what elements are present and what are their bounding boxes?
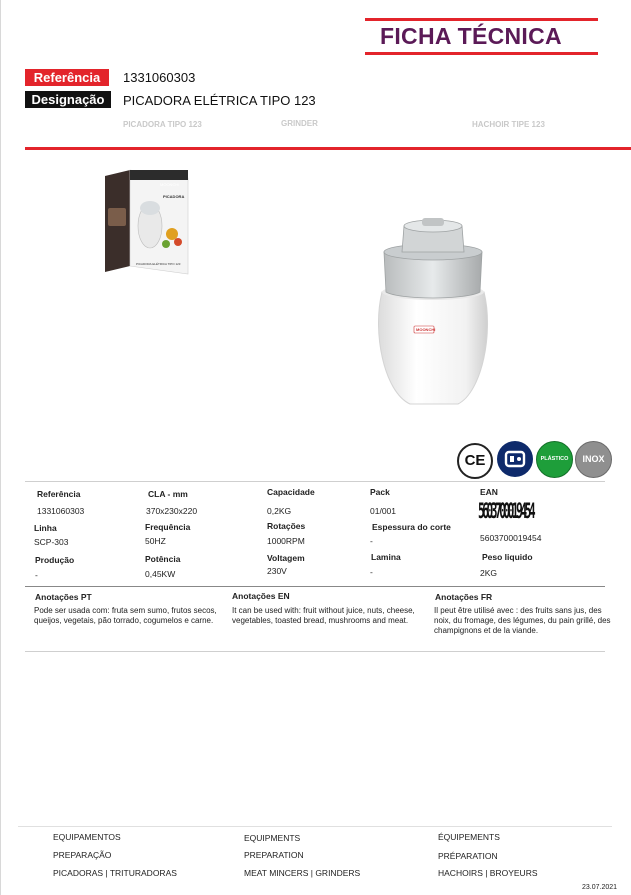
notes-en-text: It can be used with: fruit without juice, nuts, cheese, vegetables, toasted bread, mushrooms and meat. xyxy=(232,606,415,625)
spec-peso-value: 2KG xyxy=(480,568,498,578)
spec-rotacoes-value: 1000RPM xyxy=(267,536,305,546)
box-title: PICADORA xyxy=(163,194,185,199)
notes-en-header: Anotações EN xyxy=(232,591,290,601)
plastic-label: PLÁSTICO xyxy=(540,456,569,462)
subtitle-fr: HACHOIR TIPE 123 xyxy=(472,120,545,129)
footer-en-1: EQUIPMENTS xyxy=(244,833,301,843)
designacao-value: PICADORA ELÉTRICA TIPO 123 xyxy=(123,93,316,108)
notes-pt-header: Anotações PT xyxy=(35,592,92,602)
footer-pt-2: PREPARAÇÃO xyxy=(53,850,112,860)
designacao-label: Designação xyxy=(25,91,111,108)
spec-voltagem-value: 230V xyxy=(267,566,287,576)
footer-pt-3: PICADORAS | TRITURADORAS xyxy=(53,868,177,878)
footer-en-2: PREPARATION xyxy=(244,850,304,860)
header-divider xyxy=(25,147,631,150)
spec-pack-header: Pack xyxy=(370,487,390,497)
page-left-border xyxy=(0,0,1,895)
spec-referencia-value: 1331060303 xyxy=(37,506,85,516)
spec-frequencia-header: Frequência xyxy=(145,522,191,532)
product-box-image xyxy=(100,168,192,278)
footer-top-rule xyxy=(18,826,612,827)
footer-fr-3: HACHOIRS | BROYEURS xyxy=(438,868,538,878)
spec-cla-header: CLA - mm xyxy=(148,489,188,499)
spec-capacidade-value: 0,2KG xyxy=(267,506,292,516)
footer-en-3: MEAT MINCERS | GRINDERS xyxy=(244,868,361,878)
spec-espessura-header: Espessura do corte xyxy=(372,522,451,532)
spec-potencia-value: 0,45KW xyxy=(145,569,176,579)
notes-bottom-rule xyxy=(25,651,605,652)
inox-label: INOX xyxy=(582,454,605,464)
spec-lamina-header: Lamina xyxy=(371,552,401,562)
spec-ean-value: 5603700019454 xyxy=(480,533,542,543)
ce-mark: CE xyxy=(464,452,486,469)
spec-lamina-value: - xyxy=(370,567,373,577)
spec-espessura-value: - xyxy=(370,536,373,546)
electric-plug-icon xyxy=(497,441,533,477)
page-title: FICHA TÉCNICA xyxy=(380,23,562,49)
spec-linha-value: SCP-303 xyxy=(34,537,69,547)
box-brand: MOONCHI xyxy=(160,182,180,187)
plastic-badge xyxy=(536,441,573,478)
spec-linha-header: Linha xyxy=(34,523,57,533)
notes-pt-text: Pode ser usada com: fruta sem sumo, frutos secos, queijos, vegetais, pão torrado, cogumelos e carne. xyxy=(34,606,217,625)
footer-fr-2: PRÉPARATION xyxy=(438,851,498,861)
spec-peso-header: Peso liquido xyxy=(482,552,533,562)
spec-pack-value: 01/001 xyxy=(370,506,396,516)
spec-producao-value: - xyxy=(35,570,38,580)
referencia-value: 1331060303 xyxy=(123,70,196,85)
notes-fr-text: Il peut être utilisé avec : des fruits sans jus, des noix, du fromage, des légumes, du pain grillé, des champignons et de la viande. xyxy=(434,606,611,635)
footer-fr-1: ÉQUIPEMENTS xyxy=(438,832,500,842)
inox-badge xyxy=(575,441,612,478)
title-bottom-line xyxy=(365,52,598,55)
subtitle-en: GRINDER xyxy=(281,119,318,128)
specs-top-rule xyxy=(25,481,605,482)
spec-frequencia-value: 50HZ xyxy=(145,536,166,546)
referencia-label: Referência xyxy=(25,69,109,86)
unit-brand: MOONCHI xyxy=(416,327,436,332)
spec-producao-header: Produção xyxy=(35,555,75,565)
spec-voltagem-header: Voltagem xyxy=(267,553,305,563)
box-caption: PICADORA ELÉTRICA TIPO 123 xyxy=(136,262,181,266)
specs-bottom-rule xyxy=(25,586,605,587)
spec-cla-value: 370x230x220 xyxy=(146,506,198,516)
product-unit-image xyxy=(370,212,496,408)
footer-date: 23.07.2021 xyxy=(582,884,618,891)
ce-badge xyxy=(457,443,493,479)
footer-pt-1: EQUIPAMENTOS xyxy=(53,832,121,842)
spec-potencia-header: Potência xyxy=(145,554,181,564)
spec-rotacoes-header: Rotações xyxy=(267,521,306,531)
notes-fr-header: Anotações FR xyxy=(435,592,493,602)
title-top-line xyxy=(365,18,598,21)
ean-barcode: 5603700019454 xyxy=(478,499,534,525)
spec-referencia-header: Referência xyxy=(37,489,81,499)
spec-ean-header: EAN xyxy=(480,487,498,497)
spec-capacidade-header: Capacidade xyxy=(267,487,315,497)
subtitle-pt: PICADORA TIPO 123 xyxy=(123,120,202,129)
